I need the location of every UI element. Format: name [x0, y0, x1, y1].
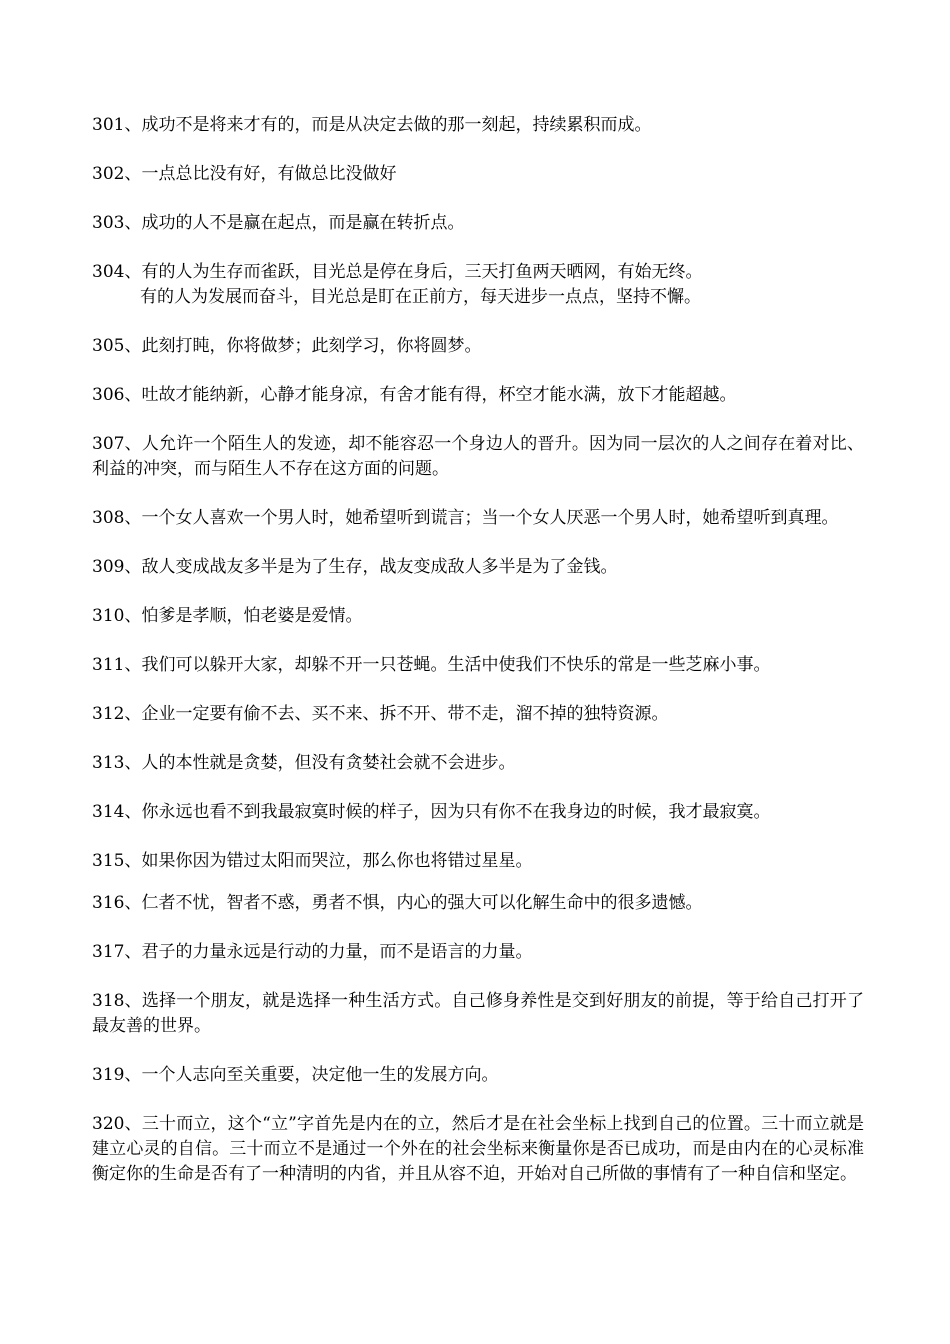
document-page — [92, 96, 864, 1211]
quote-316: 316、仁者不忧，智者不惑，勇者不惧，内心的强大可以化解生命中的很多遗憾。 — [92, 893, 703, 913]
quote-308: 308、一个女人喜欢一个男人时，她希望听到谎言；当一个女人厌恶一个男人时，她希望听到真理。 — [92, 508, 839, 528]
quote-312: 312、企业一定要有偷不去、买不来、拆不开、带不走，溜不掉的独特资源。 — [92, 704, 669, 724]
quote-302: 302、一点总比没有好，有做总比没做好 — [92, 164, 397, 184]
quote-301: 301、成功不是将来才有的，而是从决定去做的那一刻起，持续累积而成。 — [92, 115, 652, 135]
quote-320: 320、三十而立，这个“立”字首先是内在的立，然后才是在社会坐标上找到自己的位置。三十而立就是建立心灵的自信。三十而立不是通过一个外在的社会坐标来衡量你是否已成功，而是由内在的心灵标准衡定你的生命是否有了一种清明的内省，并且从容不迫，开始对自己所做的事情有了一种自信和坚定。 — [92, 1114, 864, 1184]
quote-313: 313、人的本性就是贪婪，但没有贪婪社会就不会进步。 — [92, 753, 516, 773]
quote-311: 311、我们可以躲开大家，却躲不开一只苍蝇。生活中使我们不快乐的常是一些芝麻小事。 — [92, 655, 771, 675]
quote-304-continuation: 有的人为发展而奋斗，目光总是盯在正前方，每天进步一点点，坚持不懈。 — [140, 287, 701, 307]
quote-304: 304、有的人为生存而雀跃，目光总是停在身后，三天打鱼两天晒网，有始无终。 有的人为发展而奋斗，目光总是盯在正前方，每天进步一点点，坚持不懈。 — [92, 260, 864, 310]
quote-307: 307、人允许一个陌生人的发迹，却不能容忍一个身边人的晋升。因为同一层次的人之间存在着对比、利益的冲突，而与陌生人不存在这方面的问题。 — [92, 434, 864, 479]
quote-314: 314、你永远也看不到我最寂寞时候的样子，因为只有你不在我身边的时候，我才最寂寞。 — [92, 802, 771, 822]
quote-303: 303、成功的人不是赢在起点，而是赢在转折点。 — [92, 213, 465, 233]
quote-309: 309、敌人变成战友多半是为了生存，战友变成敌人多半是为了金钱。 — [92, 557, 618, 577]
quote-315: 315、如果你因为错过太阳而哭泣，那么你也将错过星星。 — [92, 851, 533, 871]
quote-305: 305、此刻打盹，你将做梦；此刻学习，你将圆梦。 — [92, 336, 482, 356]
quote-310: 310、怕爹是孝顺，怕老婆是爱情。 — [92, 606, 363, 626]
quote-318: 318、选择一个朋友，就是选择一种生活方式。自己修身养性是交到好朋友的前提，等于给自己打开了最友善的世界。 — [92, 991, 864, 1036]
quote-306: 306、吐故才能纳新，心静才能身凉，有舍才能有得，杯空才能水满，放下才能超越。 — [92, 385, 737, 405]
quote-319: 319、一个人志向至关重要，决定他一生的发展方向。 — [92, 1065, 499, 1085]
quote-317: 317、君子的力量永远是行动的力量，而不是语言的力量。 — [92, 942, 533, 962]
